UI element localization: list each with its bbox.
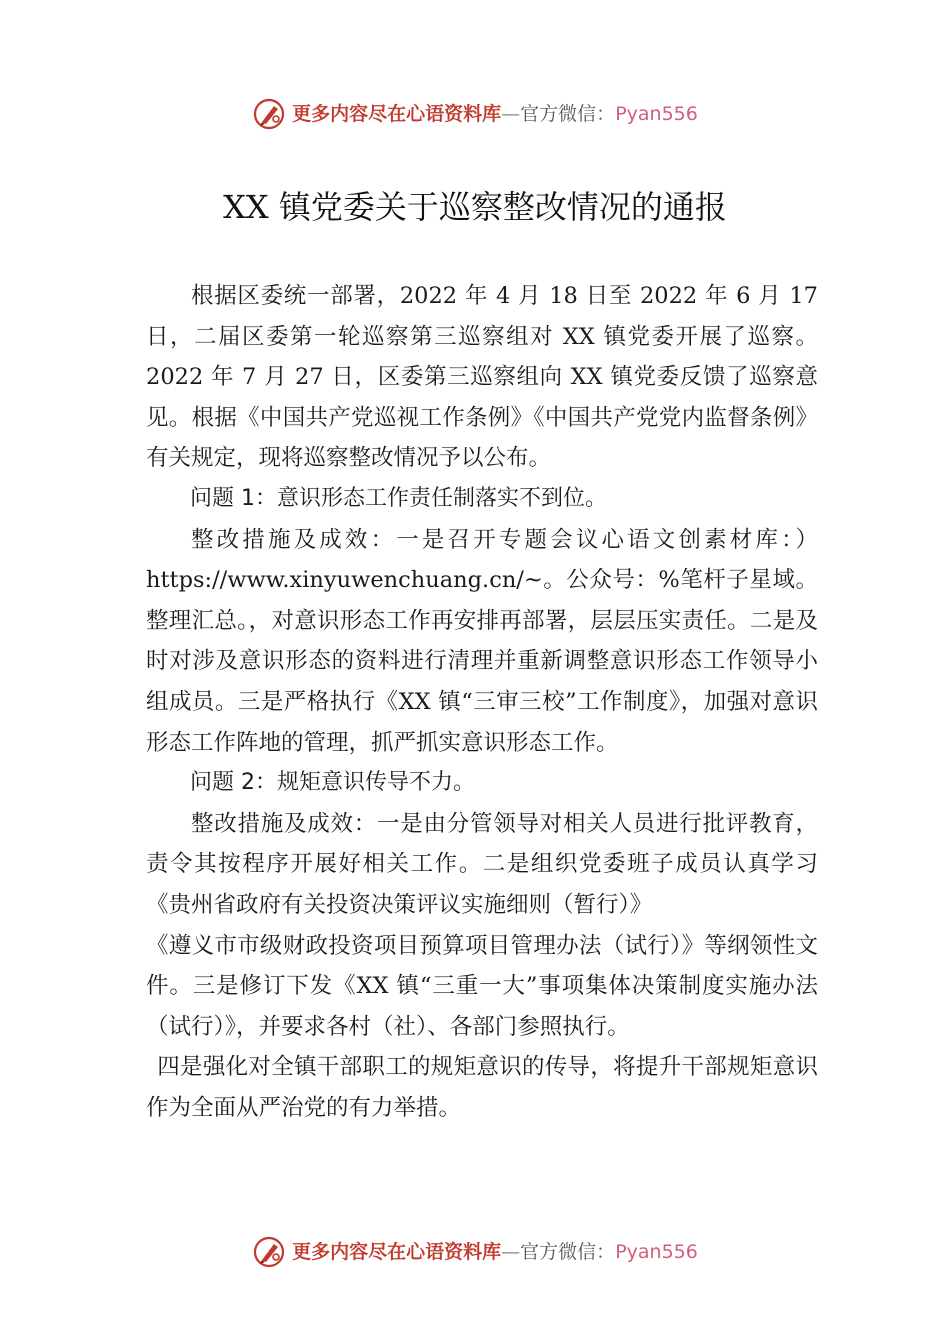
issue-2-measures-part-a: 整改措施及成效：一是由分管领导对相关人员进行批评教育，责令其按程序开展好相关工作。二是组织党委班子成员认真学习《贵州省政府有关投资决策评议实施细则（暂行）》 <box>146 810 818 918</box>
banner-wechat-id: Pyan556 <box>615 103 698 125</box>
banner-wechat-id: Pyan556 <box>615 1241 698 1263</box>
banner-separator: — <box>501 103 521 125</box>
issue-1-measures: 整改措施及成效：一是召开专题会议心语文创素材库：）https://www.xinyuwenchuang.cn/~。公众号：%笔杆子星域。整理汇总。，对意识形态工作再安排再部署，层层压实责任。二是及时对涉及意识形态的资料进行清理并重新调整意识形态工作领导小组成员。三是严格执行《XX 镇“三审三校”工作制度》，加强对意识形态工作阵地的管理，抓严抓实意识形态工作。 <box>146 526 818 756</box>
issue-1-heading: 问题 1：意识形态工作责任制落实不到位。 <box>190 485 607 511</box>
pen-logo-icon <box>252 1235 286 1269</box>
issue-2-measures-part-c: 四是强化对全镇干部职工的规矩意识的传导，将提升干部规矩意识作为全面从严治党的有力举措。 <box>146 1054 818 1121</box>
banner-main-text: 更多内容尽在心语资料库 <box>292 1241 502 1263</box>
issue-2-heading: 问题 2：规矩意识传导不力。 <box>190 770 475 796</box>
header-banner <box>0 94 950 134</box>
banner-label: 官方微信： <box>520 103 616 125</box>
pen-logo-icon <box>252 97 286 131</box>
banner-main-text: 更多内容尽在心语资料库 <box>292 103 502 125</box>
issue-2-measures-part-b: 《遵义市市级财政投资项目预算项目管理办法（试行）》等纲领性文件。三是修订下发《XX 镇“三重一大”事项集体决策制度实施办法（试行）》，并要求各村（社）、各部门参照执行。 <box>146 932 818 1040</box>
page-title: XX 镇党委关于巡察整改情况的通报 <box>223 188 727 226</box>
document-body <box>146 276 818 1128</box>
intro-paragraph: 根据区委统一部署，2022 年 4 月 18 日至 2022 年 6 月 17 日，二届区委第一轮巡察第三巡察组对 XX 镇党委开展了巡察。2022 年 7 月 27 日，区委第三巡察组向 XX 镇党委反馈了巡察意见。根据《中国共产党巡视工作条例》《中国共产党党内监督条例》有关规定，现将巡察整改情况予以公布。 <box>146 283 818 472</box>
banner-label: 官方微信： <box>520 1241 616 1263</box>
banner-separator: — <box>501 1241 521 1263</box>
footer-banner <box>0 1232 950 1272</box>
